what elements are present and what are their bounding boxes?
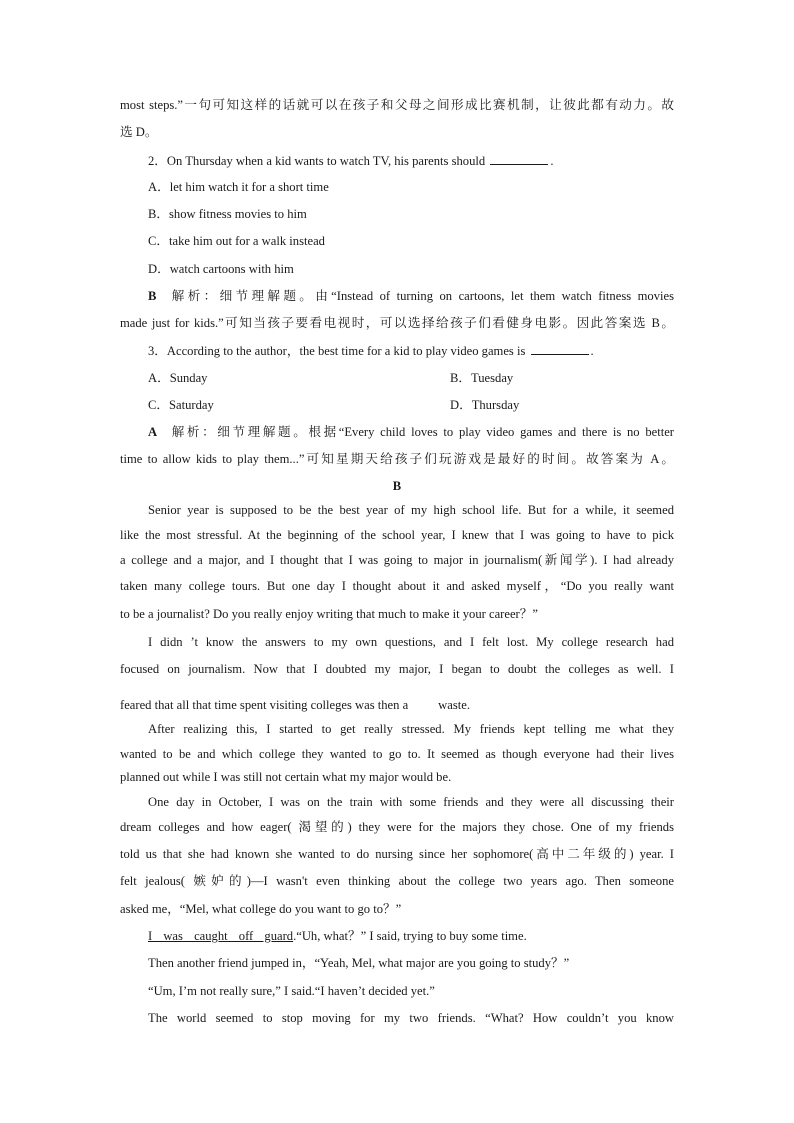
passage-line: Then another friend jumped in，“Yeah, Mel, what major are you going to study？” [148,956,570,970]
question-2 [148,152,674,170]
question-text: 3．According to the author，the best time for a kid to play video games is [148,344,526,358]
passage-line: The world seemed to stop moving for my two friends. “What? How couldn’t you know [148,1011,674,1025]
passage-text: waste. [438,698,470,712]
passage-line: focused on journalism. Now that I doubted my major, I began to doubt the colleges as well. I [120,662,674,676]
passage-line: felt jealous( 嫉妒的)—I wasn't even thinking about the college two years ago. Then someone [120,874,674,888]
passage-line: One day in October, I was on the train with some friends and they were all discussing their [148,795,674,809]
option-b: B．show fitness movies to him [148,207,307,221]
passage-line: like the most stressful. At the beginning of the school year, I knew that I was going to have to pick [120,528,674,542]
option-d: D．Thursday [450,398,520,412]
passage-line: to be a journalist? Do you really enjoy writing that much to make it your career？” [120,607,538,621]
question-end: . [550,154,554,168]
answer-letter: B [148,289,157,303]
passage-line: a college and a major, and I thought that I was going to major in journalism(新闻学). I had already [120,553,674,567]
option-c: C．Saturday [148,398,214,412]
passage-line [148,928,674,945]
passage-line: I didn ’t know the answers to my own questions, and I felt lost. My college research had [148,635,674,649]
option-b: B．Tuesday [450,371,514,385]
explanation-line: time to allow kids to play them...”可知星期天给孩子们玩游戏是最好的时间。故答案为 A。 [120,452,674,466]
passage-text: .“Uh, what？” I said, trying to buy some time. [293,929,527,943]
explanation-text: 解析：细节理解题。由“Instead of turning on cartoons, let them watch fitness movies [168,289,674,303]
text-line: most steps.”一句可知这样的话就可以在孩子和父母之间形成比赛机制，让彼此都有动力。故 [120,98,674,112]
option-d: D．watch cartoons with him [148,262,294,276]
explanation-line [148,288,674,305]
passage-line: planned out while I was still not certain what my major would be. [120,770,452,784]
passage-line: After realizing this, I started to get really stressed. My friends kept telling me what they [148,722,674,736]
passage-line [120,697,674,714]
passage-line: Senior year is supposed to be the best year of my high school life. But for a while, it seemed [148,503,674,517]
explanation-line: made just for kids.”可知当孩子要看电视时，可以选择给孩子们看健身电影。因此答案选 B。 [120,316,674,330]
answer-letter: A [148,425,158,439]
section-heading: B [392,479,402,493]
question-text: 2．On Thursday when a kid wants to watch TV, his parents should [148,154,486,168]
explanation-text: 解析：细节理解题。根据“Every child loves to play video games and there is no better [169,425,674,439]
option-a: A．Sunday [148,371,208,385]
passage-line: asked me，“Mel, what college do you want to go to？” [120,902,402,916]
passage-text: feared that all that time spent visiting colleges was then a [120,698,409,712]
passage-line: wanted to be and which college they wanted to go to. It seemed as though everyone had their lives [120,747,674,761]
question-end: . [590,344,594,358]
passage-line: dream colleges and how eager( 渴望的) they were for the majors they chose. One of my friends [120,820,674,834]
passage-line: told us that she had known she wanted to do nursing since her sophomore(高中二年级的) year. I [120,847,674,861]
passage-line: “Um, I’m not really sure,” I said.“I haven’t decided yet.” [148,984,435,998]
text-line: 选 D。 [120,125,158,139]
passage-line: taken many college tours. But one day I thought about it and asked myself，“Do you really want [120,579,674,593]
option-a: A．let him watch it for a short time [148,180,329,194]
answer-blank [490,152,548,165]
underlined-phrase: I was caught off guard [148,929,294,943]
question-3 [148,342,674,360]
option-c: C．take him out for a walk instead [148,234,325,248]
explanation-line [148,424,674,441]
answer-blank [531,342,589,355]
